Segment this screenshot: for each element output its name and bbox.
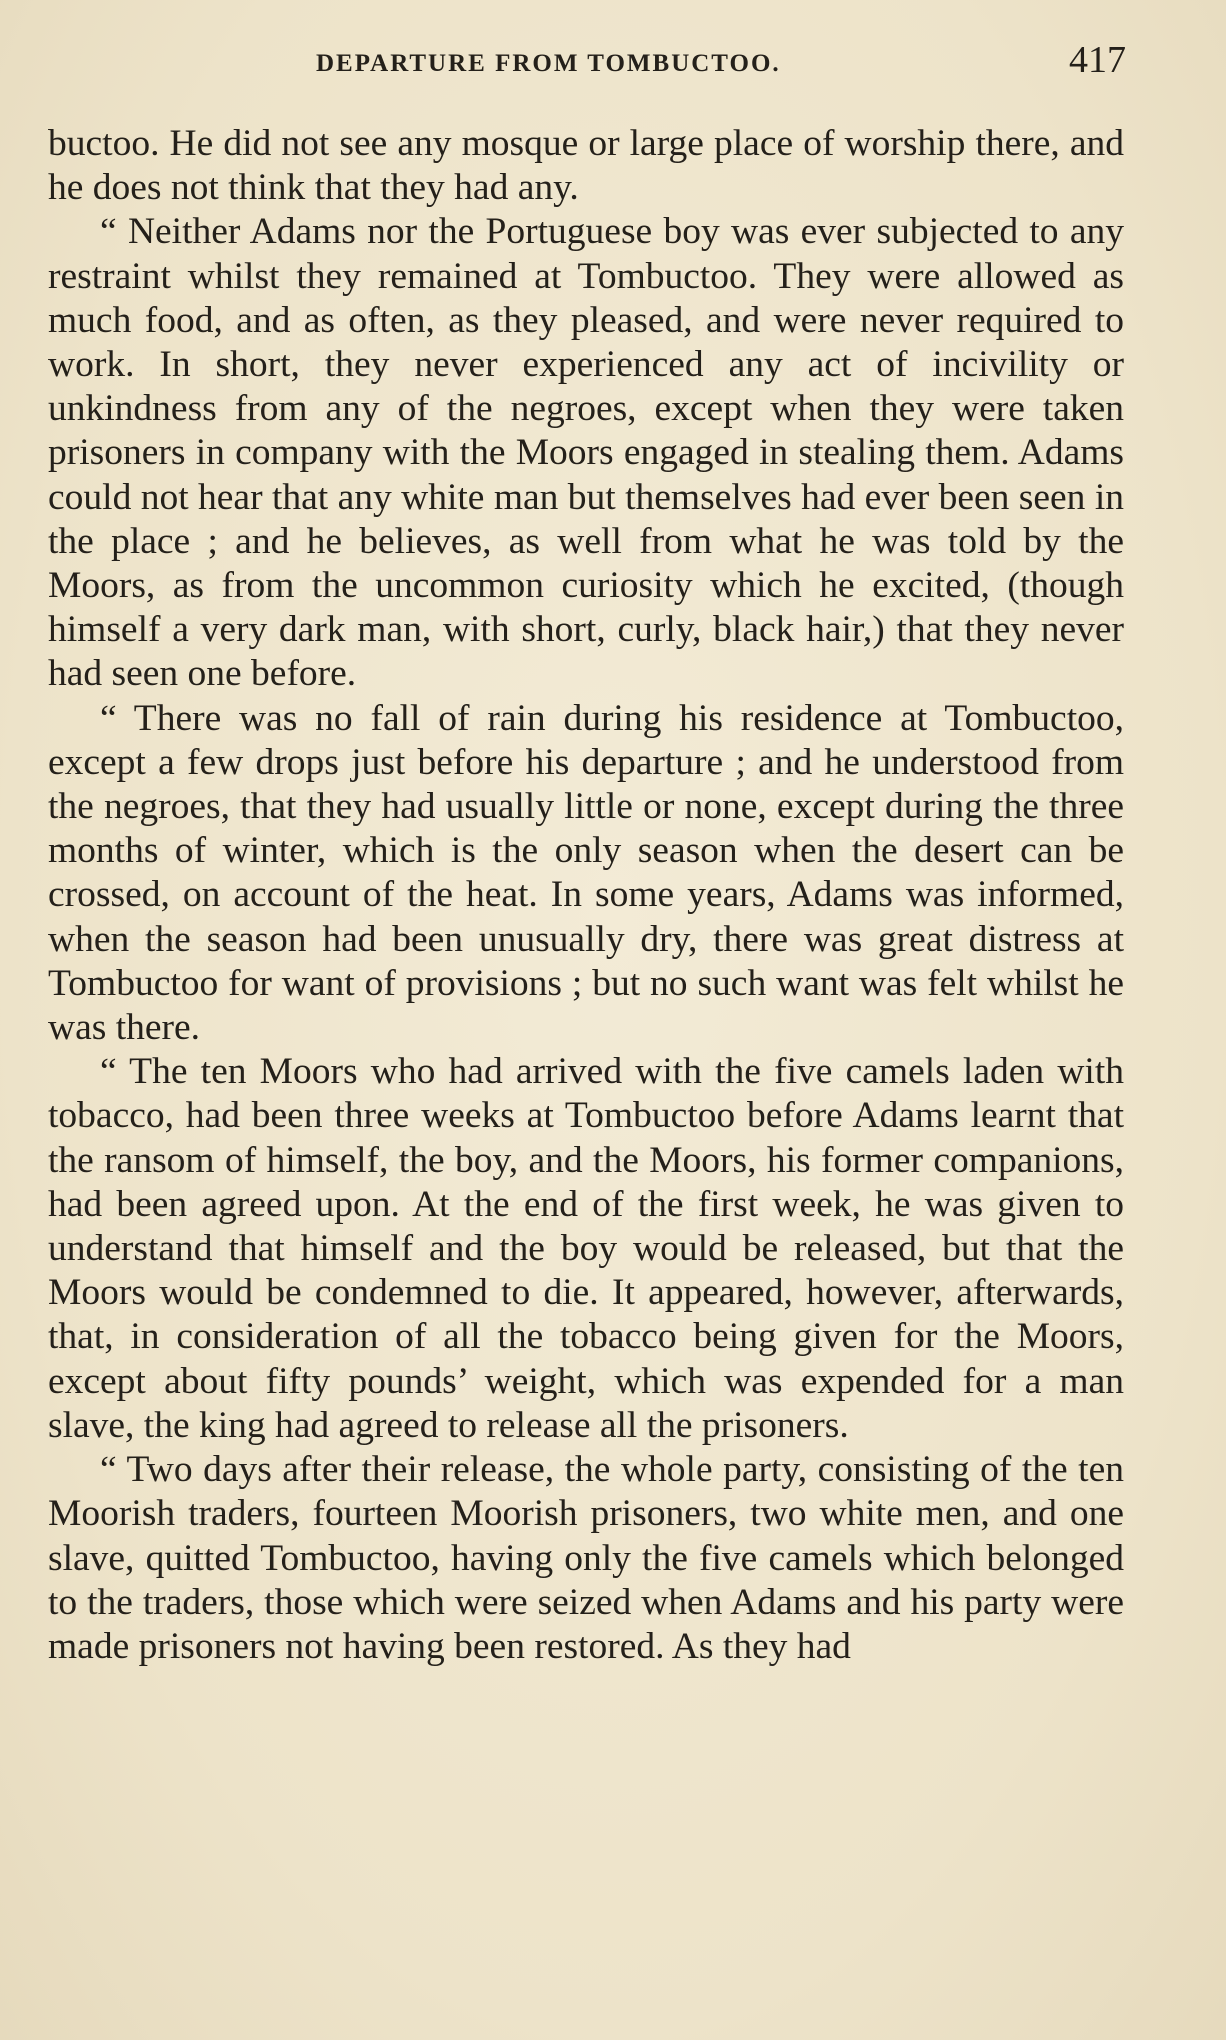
paragraph: buctoo. He did not see any mosque or large place of worship there, and he does not think that they had any. — [48, 123, 1124, 209]
paragraph: “ There was no fall of rain during his residence at Tombuctoo, except a few drops just before his departure ; and he understood from the negroes, that they had usually little or none, except during the three months of winter, which is the only season when the desert can be crossed, on account of the heat. In some years, Adams was informed, when the season had been unusually dry, there was great distress at Tombuctoo for want of provisions ; but no such want was felt whilst he was there. — [48, 697, 1124, 1049]
paragraph: “ Neither Adams nor the Portuguese boy was ever subjected to any restraint whilst they remained at Tombuctoo. They were allowed as much food, and as often, as they pleased, and were never required to work. In short, they never experienced any act of incivility or unkindness from any of the negroes, except when they were taken prisoners in company with the Moors engaged in stealing them. Adams could not hear that any white man but themselves had ever been seen in the place ; and he believes, as well from what he was told by the Moors, as from the uncommon curiosity which he excited, (though himself a very dark man, with short, curly, black hair,) that they never had seen one before. — [48, 211, 1124, 695]
paragraph: “ The ten Moors who had arrived with the five camels laden with tobacco, had been three weeks at Tombuctoo before Adams learnt that the ransom of himself, the boy, and the Moors, his former companions, had been agreed upon. At the end of the first week, he was given to understand that himself and the boy would be released, but that the Moors would be condemned to die. It appeared, however, afterwards, that, in consideration of all the tobacco being given for the Moors, except about fifty pounds’ weight, which was expended for a man slave, the king had agreed to release all the prisoners. — [48, 1051, 1124, 1446]
page-number: 417 — [1069, 39, 1126, 81]
page-header — [46, 38, 1126, 88]
running-head: DEPARTURE FROM TOMBUCTOO. — [316, 50, 781, 77]
paragraph: “ Two days after their release, the whole party, consisting of the ten Moorish traders, fourteen Moorish prisoners, two white men, and one slave, quitted Tombuctoo, having only the five camels which belonged to the traders, those which were seized when Adams and his party were made prisoners not having been restored. As they had — [48, 1449, 1124, 1667]
body-text — [48, 122, 1124, 1669]
